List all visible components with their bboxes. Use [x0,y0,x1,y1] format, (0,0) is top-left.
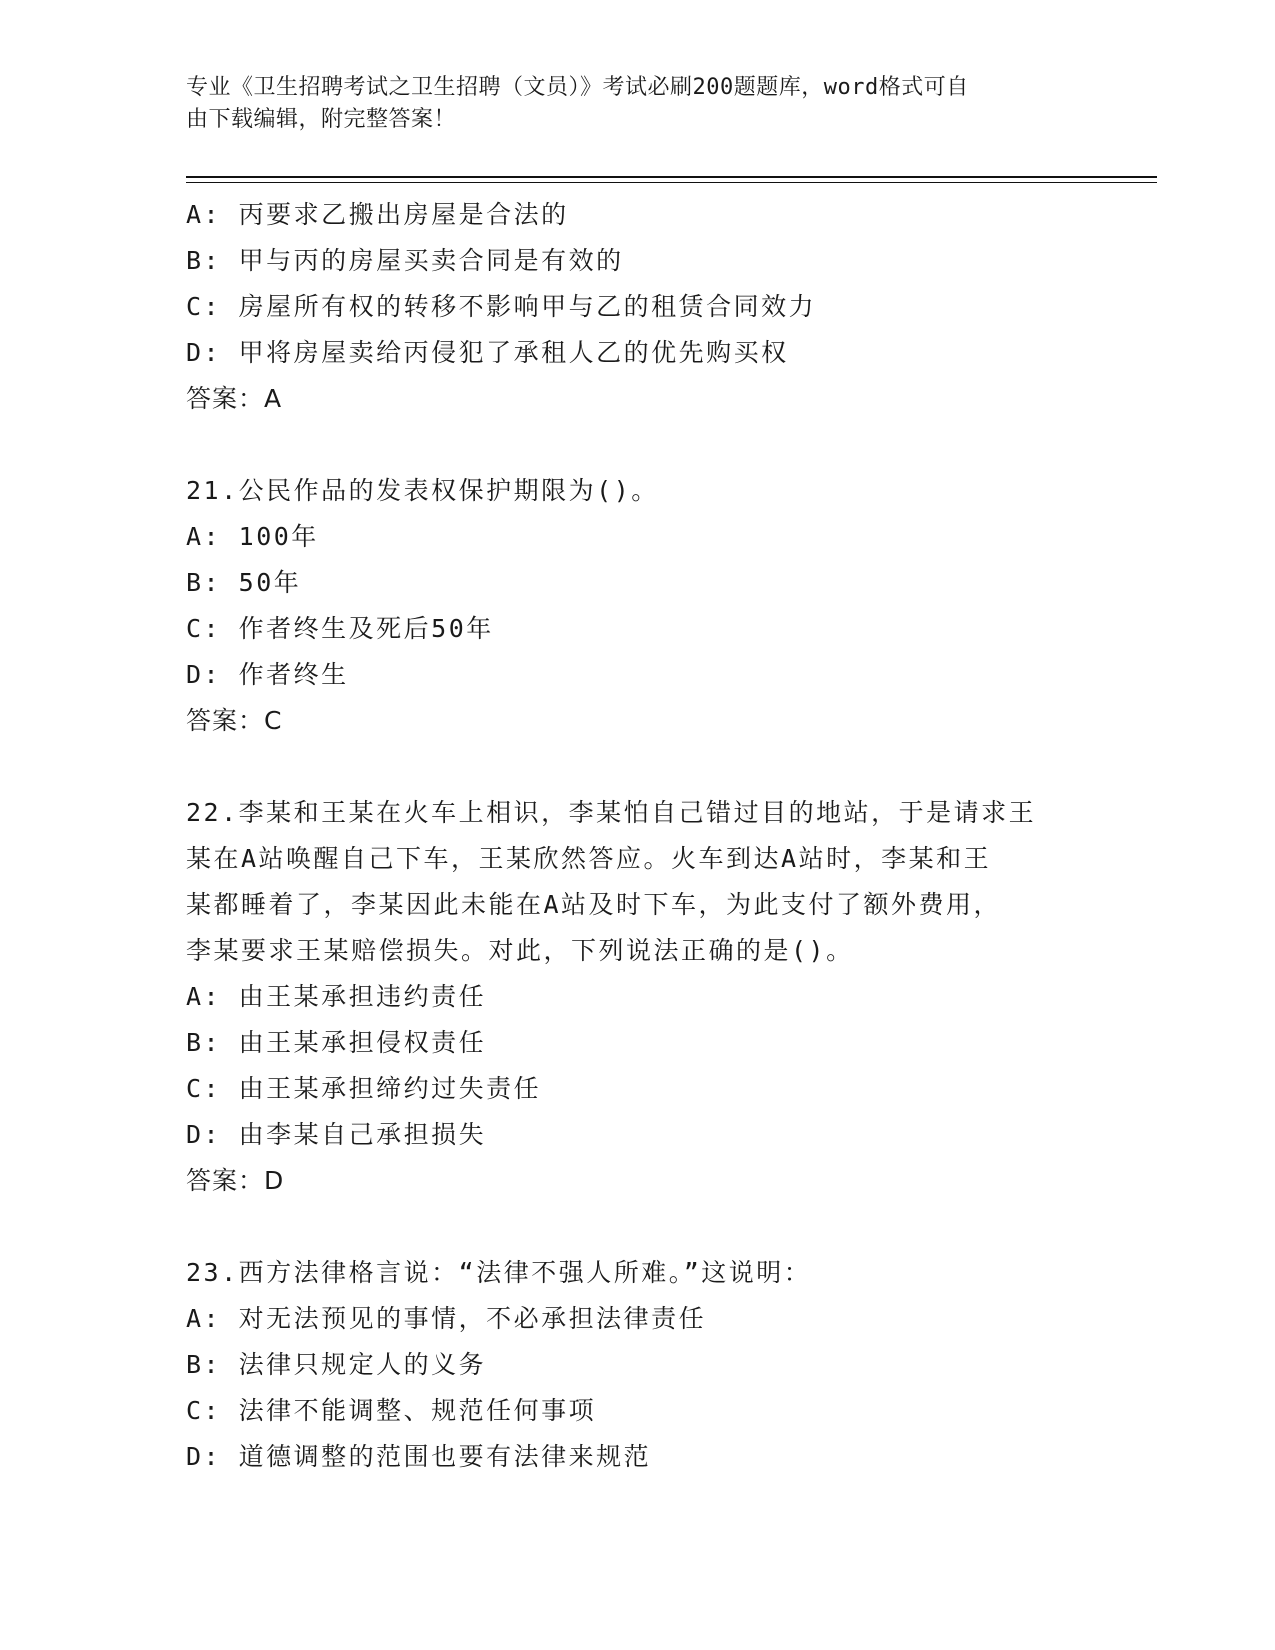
option-b: B: 法律只规定人的义务 [186,1350,487,1379]
option-b: B: 甲与丙的房屋买卖合同是有效的 [186,246,624,275]
option-c: C: 作者终生及死后50年 [186,614,494,643]
header-divider-thin [186,182,1157,183]
header-line-2: 由下载编辑，附完整答案！ [186,107,457,132]
question-stem: 23.西方法律格言说：“法律不强人所难。”这说明： [186,1258,812,1287]
option-d: D: 道德调整的范围也要有法律来规范 [186,1442,652,1471]
question-21 [186,468,1086,744]
question-stem-line-1: 22.李某和王某在火车上相识，李某怕自己错过目的地站，于是请求王 [186,798,1037,827]
question-23 [186,1250,1086,1480]
option-a: A: 丙要求乙搬出房屋是合法的 [186,200,569,229]
header-line-1: 专业《卫生招聘考试之卫生招聘（文员）》考试必刷200题题库，word格式可自 [186,75,969,100]
option-b: B: 50年 [186,568,302,597]
answer-label: 答案：D [186,1166,285,1195]
option-d: D: 甲将房屋卖给丙侵犯了承租人乙的优先购买权 [186,338,789,367]
question-stem-line-2: 某在A站唤醒自己下车，王某欣然答应。火车到达A站时，李某和王 [186,844,992,873]
spacer [186,744,1086,790]
option-c: C: 法律不能调整、规范任何事项 [186,1396,597,1425]
question-stem-line-3: 某都睡着了，李某因此未能在A站及时下车，为此支付了额外费用， [186,890,1002,919]
spacer [186,422,1086,468]
spacer [186,1204,1086,1250]
document-header [186,72,1086,136]
option-d: D: 作者终生 [186,660,349,689]
answer-label: 答案：A [186,384,283,413]
option-a: A: 100年 [186,522,319,551]
question-list [186,192,1086,1480]
answer-label: 答案：C [186,706,283,735]
option-b: B: 由王某承担侵权责任 [186,1028,487,1057]
option-a: A: 由王某承担违约责任 [186,982,487,1011]
question-stem-line-4: 李某要求王某赔偿损失。对此，下列说法正确的是()。 [186,936,854,965]
option-d: D: 由李某自己承担损失 [186,1120,487,1149]
question-stem: 21.公民作品的发表权保护期限为()。 [186,476,659,505]
option-c: C: 房屋所有权的转移不影响甲与乙的租赁合同效力 [186,292,817,321]
option-a: A: 对无法预见的事情，不必承担法律责任 [186,1304,707,1333]
question-22 [186,790,1086,1204]
header-divider-thick [186,176,1157,178]
question-20 [186,192,1086,422]
option-c: C: 由王某承担缔约过失责任 [186,1074,542,1103]
